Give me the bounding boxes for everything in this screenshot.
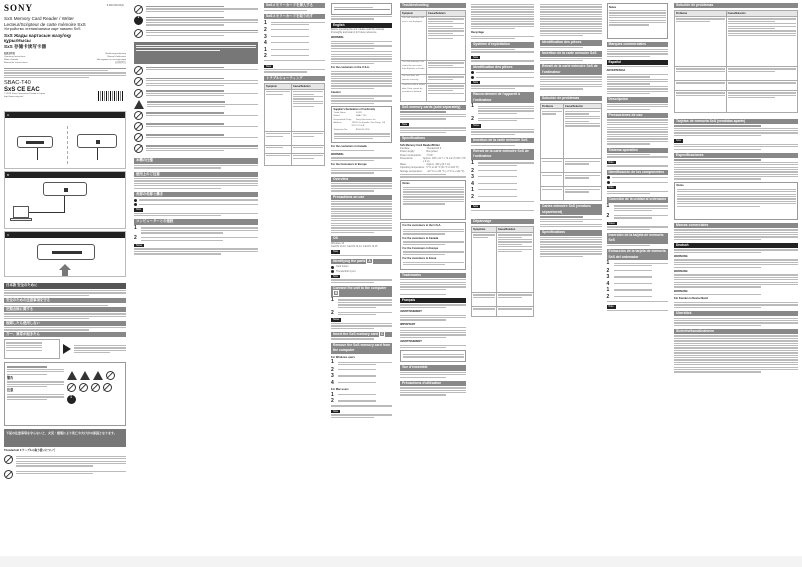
section-heading: Retrait de la carte mémoire SxS de l'ordinateur: [471, 149, 534, 160]
note-tag: Note: [333, 250, 339, 254]
table-header: Cause/Solution: [292, 84, 325, 89]
prohibited-icon: [134, 111, 143, 120]
title-ru: Устройство чтения/записи карт памяти SxS: [4, 27, 81, 32]
section-os: OS: [331, 236, 392, 241]
lang-header-fr: Français: [400, 298, 466, 303]
part-item: [134, 198, 258, 201]
sdoc-row: Telephone No.: 858-942-2230: [333, 128, 370, 131]
warning-label: 警告: [7, 375, 14, 380]
customer-heading: For the customers in Canada: [331, 145, 367, 149]
sdoc-row: Responsible Party: Sony Electronics Inc.: [333, 118, 377, 121]
figure-label: C: [5, 232, 125, 238]
bullet-icon: [607, 181, 610, 184]
body-text: [134, 213, 258, 217]
column-english-french: Troubleshooting Symptom Cause/Solution The SxS memory card icon is not displayed. The SxS memory card cannot be accessed from Explorer or Finder. The unit does not operate correctly. Cannot record or delete data. Data cannot be recorded or deleted. SxS memory cards (sold separately) Note Specifications SxS Memory Card Reader/Writer Interface: Thunderbolt 3 Power supply: Bus power Power consumption: 7.5 W Dimensions: Approx. 135 x 21.7 x 74 mm (5 3/8 x 7/8 x 3 in) Mass: Approx. 190 g (6.7 oz) Operating temperature: 5 °C to 40 °C (41 °F to 104 °F) Storage temperature: –20 °C to +60 °C (–4 °F to +140 °F) Notes For the customers in the U.S.A. For the customers in Canada For the Customers in Europe For the customers in Korea Trademarks Français AVERTISSEMENT IMPORTANT AVERTISSEMENT Vue d'ensemble Précautions d'utilisation Recyclage Système d'exploitation Note Identification des pièces Note Raccordement de l'appareil à l'ordinateur 1 2 Notes Insertion de la carte mémoire SxS Retrait de la carte mémoire SxS de l'ordinateur 1 2 3 4 1 2 Note Dépannage Symptôme Cause/Solution: [400, 3, 534, 555]
section-heading: Inserción de la tarjeta de memoria SxS: [607, 233, 669, 244]
title-kk-2: құрылғысы: [4, 38, 31, 44]
caution-item: [134, 89, 258, 98]
spec-row: Storage temperature: –20 °C to +60 °C (–4 °F to +140 °F): [400, 169, 465, 173]
note-tag: Notes: [473, 124, 480, 128]
body-text: [4, 327, 126, 331]
note-tag: Note: [473, 205, 479, 209]
warning-heading: WARNING: [331, 36, 344, 40]
section-identifying-parts: Identifying the parts A: [331, 259, 392, 264]
body-text: [134, 178, 258, 189]
notes-box: Notes: [674, 182, 798, 220]
no-water-icon: [91, 383, 100, 392]
lang-header-ja: [4, 283, 126, 288]
title-zh: SxS 存储卡读写卡器: [4, 43, 47, 49]
prohibited-icon: [106, 371, 115, 380]
troubleshooting-table-fr: Symptôme Cause/Solution: [471, 226, 534, 316]
device-illustration: [43, 182, 87, 196]
subheading: For Windows users: [331, 355, 355, 359]
step-1: 1: [134, 226, 258, 234]
os-line: macOS 10.13, macOS 10.14, macOS 10.15: [331, 245, 378, 249]
device-front-illustration: [17, 136, 53, 148]
copyright: © 2019 Sony Corporation Printed in Japan: [4, 92, 46, 95]
page-footer-band: [0, 556, 802, 567]
arrow-right-icon: [63, 344, 71, 354]
manual-type-label: Инструкция по эксплуатации: [96, 58, 126, 61]
subheading: For Mac users: [331, 387, 349, 391]
section-heading: 安全のための注意事項を守る: [4, 298, 126, 303]
troubleshooting-table-es: Problema Causa/Solución: [540, 103, 602, 201]
section-heading: Identificación de los componentes: [607, 170, 669, 175]
lang-header-de: Deutsch: [674, 243, 798, 248]
no-wet-hands-icon: [79, 383, 88, 392]
manual-type-label: 使用说明书: [115, 61, 126, 64]
section-remove: Remove the SxS memory card from the computer: [333, 342, 391, 353]
prohibited-icon: [134, 144, 143, 153]
sdoc-row: Address: 16535 Via Esprillo, San Diego, CA 92127 U.S.A.: [333, 122, 385, 128]
note-tag: Note: [608, 186, 614, 190]
note-tag: Note: [676, 139, 682, 143]
part-item: Card button: [331, 265, 392, 268]
section-heading: Insertion de la carte mémoire SxS: [471, 138, 534, 143]
prohibited-icon: [134, 5, 143, 14]
caution-item: [134, 100, 258, 109]
table-row: The unit does not operate correctly.: [401, 74, 466, 83]
fire-icon: [93, 371, 103, 380]
caution-item: [134, 122, 258, 131]
note-tag: Note: [608, 160, 614, 164]
caution-item: [134, 144, 258, 153]
body-text: [4, 290, 126, 296]
warning-item: [134, 29, 258, 38]
section-heading: SxSメモリーカードを取り出す: [264, 14, 325, 19]
section-insert: Insert the SxS memory card C: [331, 332, 392, 337]
prohibited-icon: [134, 77, 143, 86]
document-code: 5-000-000-00(1): [106, 4, 124, 7]
important-heading: IMPORTANT: [400, 322, 416, 326]
lang-label: 日本語: [6, 283, 17, 288]
warning-item: [134, 5, 258, 14]
table-header: Cause/Solution: [427, 11, 466, 16]
website-url: http://www.sony.net/: [4, 95, 24, 98]
part-item: Thunderbolt 3 port: [331, 270, 392, 273]
bullet-icon: [471, 76, 474, 79]
manual-type-label: Operating Instructions: [4, 55, 26, 58]
table-header: Symptom: [401, 11, 427, 16]
split-top: SxSメモリーカードを挿入する SxSメモリーカードを取り出す 1 2 3 4 1 2 Note トラブルシューティング Symptom Cause/Solution English Before operating the unit, please read this manual thoroughly and retain it for future reference. WARNING For the customers in the U.S.A. Caution Supplier's Declaration of Conformity Trade Name: SONY Model: SBAC-T40 Responsible Party: Sony Electronics Inc. Address: 16535 Via Esprillo, San Diego, CA 92127 U.S.A. Telephone No.: 858-942-2230 For the customers in Canada WARNING For the Customers in Europe Overview Precautions on use OS Windows 10 macOS 10.13, macOS 10.14, macOS 10.15 Note Identifying the parts A Card button Thunderbolt 3 port Note Connect the unit to the computer B 1 2 Notes Insert the SxS memory card C Remove the SxS memory card from the computer For Windows users 1 2 3 4 For Mac users 1 2 Note: [264, 3, 392, 419]
section-heading: Überblick: [674, 311, 798, 316]
note-tag: Note: [333, 274, 339, 278]
caution-triangle-icon: [134, 100, 144, 109]
note-tag: Note: [136, 208, 142, 212]
barcode: [98, 91, 124, 101]
title-fr: Lecteur/Scripteur de carte mémoire SxS: [4, 21, 86, 27]
column-japanese: [134, 3, 258, 555]
mandatory-icon: [134, 16, 143, 25]
prohibited-icon: [134, 66, 143, 75]
section-specifications: Specifications: [400, 136, 466, 141]
spec-row: Interface: Thunderbolt 3: [400, 147, 442, 151]
section-heading: 本機の仕様: [134, 158, 258, 163]
manual-type-label: Manuel d'utilisation: [107, 55, 126, 58]
manual-type-label: 取扱説明書: [4, 52, 15, 55]
section-heading: Sistema operativo: [607, 148, 669, 153]
section-heading: Descripción: [607, 97, 669, 102]
caution-label: 注意: [7, 388, 14, 393]
body-text: [4, 305, 126, 306]
spec-row: Operating temperature: 5 °C to 40 °C (41 °F to 104 °F): [400, 166, 459, 170]
bullet-icon: [134, 199, 137, 202]
section-heading: Marques commerciales: [607, 42, 669, 47]
no-touch-icon: [103, 383, 112, 392]
section-heading: Raccordement de l'appareil à l'ordinateur: [471, 92, 534, 103]
laptop-illustration: [13, 206, 29, 218]
note-tag: Notes: [333, 318, 340, 322]
bullet-icon: [471, 71, 474, 74]
section-heading: 故障したら使用しない: [4, 321, 126, 326]
title-en: SxS Memory Card Reader / Writer: [4, 16, 74, 21]
part-item: [134, 203, 258, 206]
warning-heading: WARNUNG: [674, 254, 688, 258]
spec-row: Power supply: Bus power: [400, 150, 438, 154]
section-heading: 定期点検に関する: [4, 307, 126, 312]
manual-type-row: [4, 62, 126, 65]
device-illustration: [37, 244, 95, 260]
figure-label: A: [5, 112, 125, 118]
section-heading: Extracción de la tarjeta de memoria SxS del ordenador: [607, 249, 669, 260]
note-tag: Note: [473, 80, 479, 84]
section-heading: Vue d'ensemble: [400, 365, 466, 370]
section-heading: 使用上のご注意: [134, 172, 258, 177]
table-header: Symptom: [265, 84, 292, 89]
body-text: [4, 313, 126, 319]
sony-logo: SONY: [4, 3, 34, 13]
bullet-icon: [331, 270, 334, 273]
manual-type-label: Bedienungsanleitung: [105, 52, 126, 55]
notes-box: Notes: [400, 180, 466, 220]
section-heading: Dépannage: [471, 219, 534, 224]
section-overview: Overview: [331, 177, 392, 182]
section-heading: Identification des pièces: [540, 40, 602, 45]
table-row: Cannot record or delete data. Data cannot be recorded or deleted.: [401, 83, 466, 101]
mandatory-icon: [67, 395, 76, 404]
bullet-icon: [607, 176, 610, 179]
note-tag: Note: [333, 409, 339, 413]
spec-row: Dimensions: Approx. 135 x 21.7 x 74 mm (5 3/8 x 7/8 x 3 in): [400, 156, 466, 164]
section-heading: トラブルシューティング: [264, 76, 325, 81]
table-row: The SxS memory card cannot be accessed from Explorer or Finder.: [401, 60, 466, 74]
prohibited-icon: [134, 122, 143, 131]
section-heading: Especificaciones: [674, 153, 798, 158]
manual-type-label: Manual de instrucciones: [4, 61, 28, 64]
prohibited-icon: [134, 29, 143, 38]
customer-heading: For the Customers in Europe: [331, 163, 367, 166]
warning-item: [4, 455, 126, 468]
warning-heading: WARNUNG: [674, 289, 688, 293]
electric-shock-icon: [80, 371, 90, 380]
spec-row: Mass: Approx. 190 g (6.7 oz): [400, 163, 451, 167]
manual-type-list: [4, 53, 126, 65]
warning-heading: AVERTISSEMENT: [400, 310, 422, 314]
warning-item: [134, 16, 258, 27]
figure-b: [4, 171, 126, 229]
title-block: [4, 16, 126, 50]
caution-item: [134, 133, 258, 142]
contact-box: [331, 3, 392, 15]
warning-heading: ADVERTENCIA: [606, 69, 626, 73]
caution-item: [134, 111, 258, 120]
section-heading: SxSメモリーカードを挿入する: [264, 3, 325, 8]
figure-c: [4, 231, 126, 277]
section-heading: コンピューターとの接続: [134, 219, 258, 224]
table-row: The SxS memory card icon is not displayed.: [401, 16, 466, 60]
customer-box: For the customers in the U.S.A. For the customers in Canada For the Customers in Europe For the customers in Korea: [400, 222, 466, 270]
troubleshooting-table: [400, 10, 466, 101]
lang-header-en: English: [331, 23, 392, 28]
customer-heading: For the customers in the U.S.A.: [331, 66, 370, 70]
body-text: [134, 248, 258, 254]
section-heading: Precauciones de uso: [607, 113, 669, 118]
section-heading: Spécifications: [540, 230, 602, 235]
os-line: Windows 10: [331, 241, 345, 245]
note-tag: Note: [608, 305, 614, 309]
section-heading: Sicherheitsmaßnahmen: [674, 329, 798, 334]
warning-heading: WARNUNG: [674, 269, 688, 273]
device-rear-illustration: [77, 134, 117, 148]
prohibited-icon: [4, 455, 13, 464]
certification-marks: SxS CE EAC: [4, 87, 40, 94]
section-heading: Précautions d'utilisation: [400, 381, 466, 386]
bullet-icon: [331, 266, 334, 269]
sdoc-row: Model: SBAC-T40: [333, 115, 367, 118]
section-heading: Thunderbolt 3 ケーブルの取り扱いについて: [4, 449, 56, 453]
section-heading: 各部の名称と働き: [134, 192, 258, 197]
model-number: SBAC-T40: [4, 80, 31, 87]
section-heading: Conexión de la unidad al ordenador: [608, 197, 667, 202]
body-text: [134, 165, 258, 169]
section-heading: Identification des pièces: [471, 65, 534, 70]
troubleshooting-table-es-2: Problema Causa/Solución: [674, 10, 798, 112]
section-heading: Solución de problemas: [674, 3, 798, 8]
logo-row: [4, 89, 126, 107]
notes-box: Notes: [607, 3, 669, 39]
supplier-declaration: [331, 106, 392, 143]
english-intro: Before operating the unit, please read this manual thoroughly and retain it for future reference.: [331, 27, 384, 34]
section-connect: Connect the unit to the computer B: [331, 286, 392, 297]
section-troubleshooting: Troubleshooting: [400, 3, 466, 8]
caution-banner: [134, 42, 258, 64]
warning-item: [4, 470, 126, 479]
column-japanese-english: [264, 3, 392, 555]
caution-heading: Caution: [331, 90, 341, 94]
figure-label: B: [5, 172, 125, 178]
caution-triangle-icon: [67, 371, 77, 380]
column-cover: [4, 3, 126, 555]
spec-row: Power consumption: 7.5 W: [400, 153, 433, 157]
section-heading: Insertion de la carte mémoire SxS: [540, 51, 602, 56]
troubleshooting-table-ja: [264, 83, 325, 165]
symbol-legend: [4, 362, 126, 426]
section-heading: Solución de problemas: [540, 96, 602, 101]
figure-a: [4, 111, 126, 169]
malfunction-flow: [4, 339, 126, 359]
caution-item: [134, 66, 258, 75]
note-tag: Note: [473, 55, 479, 59]
warning-heading: AVERTISSEMENT: [400, 340, 422, 344]
section-heading: Tarjetas de memoria SxS (vendidas aparte): [674, 119, 798, 124]
note-tag: Notes: [136, 243, 143, 247]
warning-banner-text: 下記の注意事項を守らないと、火災・感電により死亡や大けがの原因となります。: [6, 431, 117, 436]
section-heading: 万一、異常が起きたら: [4, 332, 126, 337]
symbol-grid: [67, 365, 124, 423]
column-french-spanish: Identification des pièces Insertion de la carte mémoire SxS Retrait de la carte mémoire SxS de l'ordinateur Solución de problemas Problema Causa/Solución Cartes mémoire SxS (vendues séparément) Spécifications Notes Marques commerciales Español ADVERTENCIA Descripción Precauciones de uso Sistema operativo Note Identificación de los componentes Note Conexión de la unidad al ordenador 1 2 Notes Inserción de la tarjeta de memoria SxS Extracción de la tarjeta de memoria SxS del ordenador 1 2 3 4 1 2 Note: [540, 3, 668, 555]
note-tag: Note: [402, 122, 408, 126]
no-disassemble-icon: [67, 383, 76, 392]
title-kk: SxS Жады картасын жазу/оқу: [4, 32, 72, 38]
section-heading: Cartes mémoire SxS (vendues séparément): [540, 204, 602, 215]
prohibited-icon: [134, 133, 143, 142]
section-sxs-cards: SxS memory cards (sold separately): [400, 105, 466, 110]
sdoc-row: Trade Name: SONY: [333, 111, 363, 114]
prohibited-icon: [134, 89, 143, 98]
prohibited-icon: [4, 470, 13, 479]
step-2: 2: [134, 236, 258, 242]
spec-title: SxS Memory Card Reader/Writer: [400, 143, 440, 147]
bullet-icon: [134, 203, 137, 206]
warning-banner: [4, 429, 126, 447]
section-trademarks: Trademarks: [400, 273, 466, 278]
sdoc-title: Supplier's Declaration of Conformity: [333, 108, 375, 112]
customer-heading: Für Kunden in Deutschland: [674, 297, 708, 301]
section-precautions: Precautions on use: [331, 195, 392, 200]
note-tag: Notes: [608, 221, 615, 225]
manual-type-label: Mode d'emploi: [4, 58, 19, 61]
section-title: 安全のために: [17, 283, 38, 288]
intro-text: [4, 68, 126, 79]
note-tag: Note: [266, 64, 272, 68]
caution-item: [134, 77, 258, 88]
section-heading: Retrait de la carte mémoire SxS de l'ordinateur: [540, 64, 602, 75]
section-heading: Système d'exploitation: [471, 42, 534, 47]
column-spanish-german: [674, 3, 798, 555]
section-heading: Marcas comerciales: [674, 223, 798, 228]
lang-header-es: Español: [607, 60, 669, 65]
